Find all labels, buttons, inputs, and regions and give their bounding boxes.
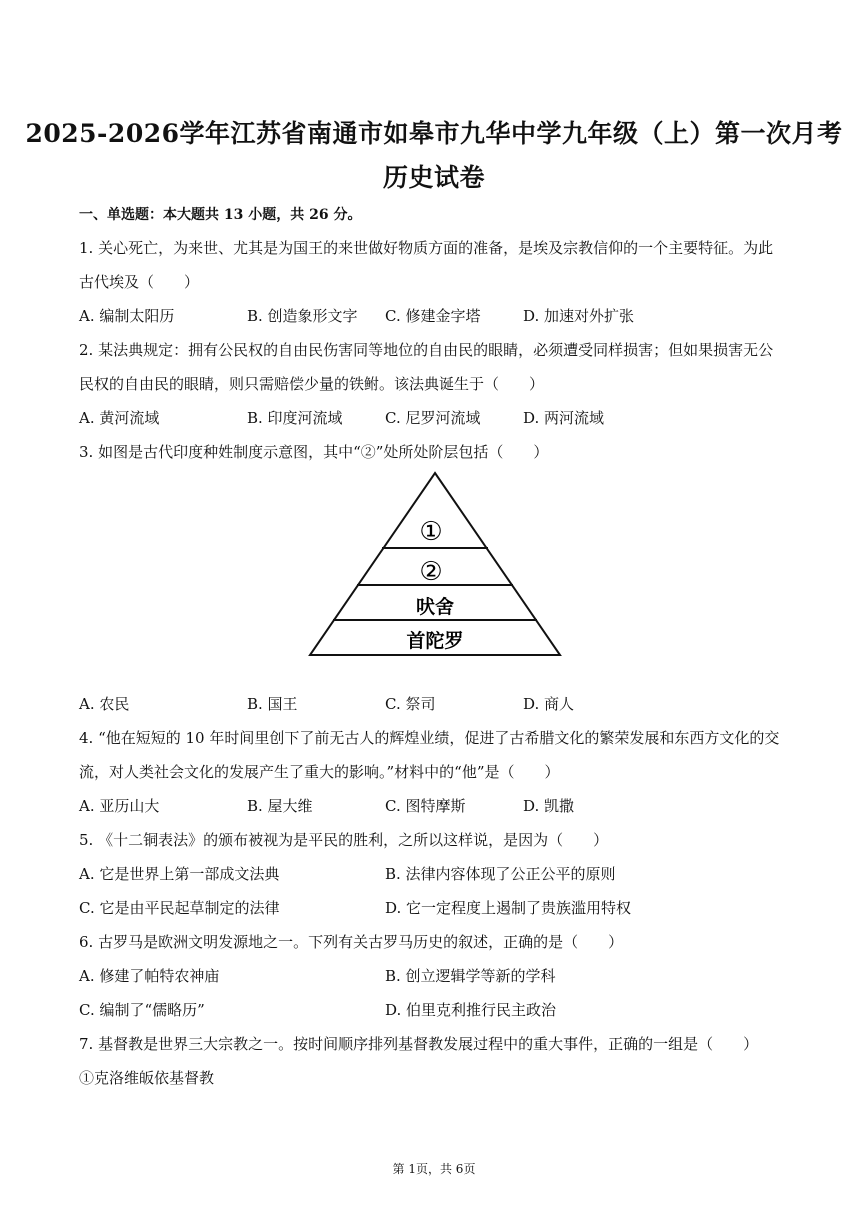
q7-text-line1: 7. 基督教是世界三大宗教之一。按时间顺序排列基督教发展过程中的重大事件，正确的一组是（ ） — [79, 1035, 759, 1053]
q4-option-b: B. 屋大维 — [247, 797, 313, 815]
q5-option-c: C. 它是由平民起草制定的法律 — [79, 899, 280, 917]
q4-text-line1: 4. “他在短短的 10 年时间里创下了前无古人的辉煌业绩，促进了古希腊文化的繁荣发展和东西方文化的交 — [79, 729, 780, 747]
q2-text-line2: 民权的自由民的眼睛，则只需赔偿少量的铁鲋。该法典诞生于（ ） — [79, 375, 545, 393]
q3-option-d: D. 商人 — [523, 695, 575, 713]
q4-text-line2: 流，对人类社会文化的发展产生了重大的影响。”材料中的“他”是（ ） — [79, 763, 560, 781]
q5-text-line1: 5. 《十二铜表法》的颁布被视为是平民的胜利，之所以这样说，是因为（ ） — [79, 831, 609, 849]
q1-option-b: B. 创造象形文字 — [247, 307, 358, 325]
exam-title-line2: 历史试卷 — [382, 163, 485, 192]
q4-option-c: C. 图特摩斯 — [385, 797, 466, 815]
q1-option-c: C. 修建金字塔 — [385, 307, 481, 325]
q2-option-a: A. 黄河流域 — [79, 409, 160, 427]
q1-option-a: A. 编制太阳历 — [79, 307, 175, 325]
q1-text-line1: 1. 关心死亡，为来世、尤其是为国王的来世做好物质方面的准备，是埃及宗教信仰的一个主要特征。为此 — [79, 239, 774, 257]
q4-option-d: D. 凯撒 — [523, 797, 575, 815]
q4-option-a: A. 亚历山大 — [79, 797, 160, 815]
q5-option-d: D. 它一定程度上遏制了贵族滥用特权 — [385, 899, 632, 917]
q5-option-a: A. 它是世界上第一部成文法典 — [79, 865, 280, 883]
q3-option-b: B. 国王 — [247, 695, 298, 713]
section-heading: 一、单选题：本大题共 13 小题，共 26 分。 — [79, 207, 362, 223]
page-footer: 第 1页，共 6页 — [392, 1162, 476, 1176]
q2-option-b: B. 印度河流域 — [247, 409, 343, 427]
caste-pyramid-diagram — [305, 470, 565, 660]
pyramid-level-1: ① — [419, 517, 443, 547]
q6-option-a: A. 修建了帕特农神庙 — [79, 967, 220, 985]
exam-title-line1: 2025-2026学年江苏省南通市如皋市九华中学九年级（上）第一次月考 — [25, 119, 843, 148]
pyramid-level-3: 吠舍 — [415, 596, 455, 618]
q7-text-line2: ①克洛维皈依基督教 — [79, 1069, 215, 1087]
q2-text-line1: 2. 某法典规定：拥有公民权的自由民伤害同等地位的自由民的眼睛，必须遭受同样损害；但如果损害无公 — [79, 341, 774, 359]
pyramid-level-4: 首陀罗 — [406, 630, 464, 652]
q3-option-c: C. 祭司 — [385, 695, 436, 713]
q2-option-d: D. 两河流域 — [523, 409, 605, 427]
q2-option-c: C. 尼罗河流域 — [385, 409, 481, 427]
q6-option-d: D. 伯里克利推行民主政治 — [385, 1001, 557, 1019]
q3-option-a: A. 农民 — [79, 695, 130, 713]
q1-text-line2: 古代埃及（ ） — [79, 273, 200, 291]
q6-option-b: B. 创立逻辑学等新的学科 — [385, 967, 556, 985]
q3-text-line1: 3. 如图是古代印度种姓制度示意图，其中“②”处所处阶层包括（ ） — [79, 443, 549, 461]
q6-option-c: C. 编制了“儒略历” — [79, 1001, 205, 1019]
q6-text-line1: 6. 古罗马是欧洲文明发源地之一。下列有关古罗马历史的叙述，正确的是（ ） — [79, 933, 624, 951]
pyramid-level-2: ② — [419, 557, 443, 587]
q1-option-d: D. 加速对外扩张 — [523, 307, 635, 325]
q5-option-b: B. 法律内容体现了公正公平的原则 — [385, 865, 616, 883]
